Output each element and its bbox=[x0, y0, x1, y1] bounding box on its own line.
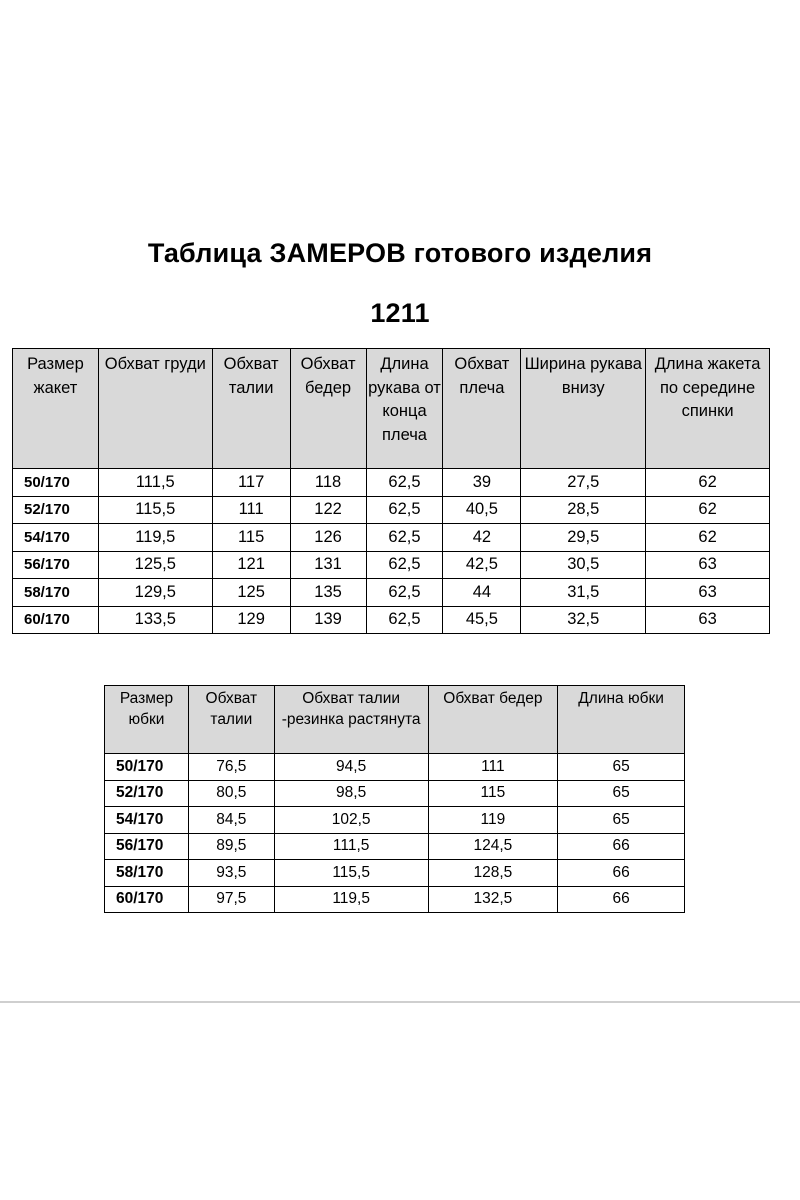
skirt-size-cell: 56/170 bbox=[105, 833, 189, 860]
skirt-header-size: Размер юбки bbox=[105, 686, 189, 754]
jacket-table-row bbox=[13, 606, 770, 634]
jacket-value-cell: 125 bbox=[212, 579, 290, 607]
skirt-value-cell: 65 bbox=[558, 754, 685, 781]
skirt-value-cell: 66 bbox=[558, 833, 685, 860]
jacket-header-shoulder: Обхват плеча bbox=[443, 349, 521, 469]
jacket-value-cell: 62 bbox=[646, 496, 770, 524]
jacket-value-cell: 131 bbox=[290, 551, 366, 579]
skirt-value-cell: 98,5 bbox=[274, 780, 428, 807]
skirt-value-cell: 66 bbox=[558, 860, 685, 887]
skirt-table-row bbox=[105, 833, 685, 860]
jacket-measurements-table bbox=[12, 348, 770, 634]
jacket-size-cell: 54/170 bbox=[13, 524, 99, 552]
jacket-value-cell: 62 bbox=[646, 524, 770, 552]
jacket-value-cell: 62,5 bbox=[366, 524, 443, 552]
skirt-value-cell: 115 bbox=[428, 780, 558, 807]
jacket-value-cell: 129 bbox=[212, 606, 290, 634]
jacket-value-cell: 28,5 bbox=[521, 496, 646, 524]
jacket-value-cell: 45,5 bbox=[443, 606, 521, 634]
skirt-measurements-table bbox=[104, 685, 685, 913]
jacket-size-cell: 58/170 bbox=[13, 579, 99, 607]
jacket-value-cell: 111,5 bbox=[98, 469, 212, 497]
skirt-value-cell: 89,5 bbox=[188, 833, 274, 860]
jacket-value-cell: 62,5 bbox=[366, 469, 443, 497]
skirt-value-cell: 132,5 bbox=[428, 886, 558, 913]
jacket-value-cell: 63 bbox=[646, 579, 770, 607]
skirt-size-cell: 58/170 bbox=[105, 860, 189, 887]
jacket-header-sleeve-length: Длина рукава от конца плеча bbox=[366, 349, 443, 469]
skirt-size-cell: 60/170 bbox=[105, 886, 189, 913]
jacket-size-cell: 60/170 bbox=[13, 606, 99, 634]
skirt-size-cell: 52/170 bbox=[105, 780, 189, 807]
skirt-header-row bbox=[105, 686, 685, 754]
skirt-value-cell: 119,5 bbox=[274, 886, 428, 913]
jacket-value-cell: 126 bbox=[290, 524, 366, 552]
jacket-value-cell: 31,5 bbox=[521, 579, 646, 607]
skirt-table-row bbox=[105, 807, 685, 834]
jacket-value-cell: 62,5 bbox=[366, 606, 443, 634]
model-number: 1211 bbox=[370, 298, 430, 328]
jacket-header-chest: Обхват груди bbox=[98, 349, 212, 469]
skirt-header-waist-stretched: Обхват талии -резинка растянута bbox=[274, 686, 428, 754]
jacket-table-row bbox=[13, 469, 770, 497]
skirt-value-cell: 94,5 bbox=[274, 754, 428, 781]
skirt-table-row bbox=[105, 754, 685, 781]
jacket-value-cell: 129,5 bbox=[98, 579, 212, 607]
skirt-table-row bbox=[105, 780, 685, 807]
jacket-header-sleeve-width: Ширина рукава внизу bbox=[521, 349, 646, 469]
jacket-header-jacket-length: Длина жакета по середине спинки bbox=[646, 349, 770, 469]
jacket-value-cell: 30,5 bbox=[521, 551, 646, 579]
skirt-table-row bbox=[105, 860, 685, 887]
jacket-value-cell: 121 bbox=[212, 551, 290, 579]
jacket-value-cell: 115 bbox=[212, 524, 290, 552]
jacket-value-cell: 135 bbox=[290, 579, 366, 607]
jacket-table-row bbox=[13, 524, 770, 552]
skirt-value-cell: 115,5 bbox=[274, 860, 428, 887]
jacket-table-row bbox=[13, 579, 770, 607]
document-title: Таблица ЗАМЕРОВ готового изделия bbox=[147, 238, 653, 268]
jacket-value-cell: 62 bbox=[646, 469, 770, 497]
jacket-size-cell: 56/170 bbox=[13, 551, 99, 579]
jacket-value-cell: 125,5 bbox=[98, 551, 212, 579]
jacket-header-waist: Обхват талии bbox=[212, 349, 290, 469]
skirt-value-cell: 97,5 bbox=[188, 886, 274, 913]
jacket-value-cell: 119,5 bbox=[98, 524, 212, 552]
jacket-value-cell: 118 bbox=[290, 469, 366, 497]
skirt-value-cell: 111 bbox=[428, 754, 558, 781]
skirt-value-cell: 76,5 bbox=[188, 754, 274, 781]
jacket-value-cell: 122 bbox=[290, 496, 366, 524]
page-divider bbox=[0, 1001, 800, 1003]
skirt-value-cell: 102,5 bbox=[274, 807, 428, 834]
jacket-table-row bbox=[13, 551, 770, 579]
skirt-size-cell: 50/170 bbox=[105, 754, 189, 781]
skirt-value-cell: 84,5 bbox=[188, 807, 274, 834]
skirt-value-cell: 124,5 bbox=[428, 833, 558, 860]
skirt-header-hips: Обхват бедер bbox=[428, 686, 558, 754]
jacket-value-cell: 139 bbox=[290, 606, 366, 634]
skirt-value-cell: 65 bbox=[558, 780, 685, 807]
skirt-value-cell: 93,5 bbox=[188, 860, 274, 887]
jacket-size-cell: 50/170 bbox=[13, 469, 99, 497]
jacket-value-cell: 32,5 bbox=[521, 606, 646, 634]
jacket-value-cell: 62,5 bbox=[366, 496, 443, 524]
jacket-value-cell: 42 bbox=[443, 524, 521, 552]
jacket-size-cell: 52/170 bbox=[13, 496, 99, 524]
jacket-value-cell: 117 bbox=[212, 469, 290, 497]
skirt-value-cell: 128,5 bbox=[428, 860, 558, 887]
jacket-header-size: Размер жакет bbox=[13, 349, 99, 469]
skirt-header-waist: Обхват талии bbox=[188, 686, 274, 754]
jacket-value-cell: 133,5 bbox=[98, 606, 212, 634]
skirt-value-cell: 80,5 bbox=[188, 780, 274, 807]
jacket-value-cell: 63 bbox=[646, 606, 770, 634]
jacket-value-cell: 29,5 bbox=[521, 524, 646, 552]
jacket-value-cell: 63 bbox=[646, 551, 770, 579]
jacket-value-cell: 44 bbox=[443, 579, 521, 607]
jacket-value-cell: 111 bbox=[212, 496, 290, 524]
jacket-value-cell: 62,5 bbox=[366, 579, 443, 607]
skirt-header-length: Длина юбки bbox=[558, 686, 685, 754]
skirt-table-row bbox=[105, 886, 685, 913]
skirt-value-cell: 66 bbox=[558, 886, 685, 913]
jacket-table-row bbox=[13, 496, 770, 524]
skirt-value-cell: 111,5 bbox=[274, 833, 428, 860]
skirt-value-cell: 119 bbox=[428, 807, 558, 834]
jacket-value-cell: 62,5 bbox=[366, 551, 443, 579]
jacket-value-cell: 115,5 bbox=[98, 496, 212, 524]
skirt-value-cell: 65 bbox=[558, 807, 685, 834]
jacket-value-cell: 27,5 bbox=[521, 469, 646, 497]
jacket-value-cell: 40,5 bbox=[443, 496, 521, 524]
jacket-header-hips: Обхват бедер bbox=[290, 349, 366, 469]
jacket-value-cell: 39 bbox=[443, 469, 521, 497]
skirt-size-cell: 54/170 bbox=[105, 807, 189, 834]
jacket-header-row bbox=[13, 349, 770, 469]
jacket-value-cell: 42,5 bbox=[443, 551, 521, 579]
